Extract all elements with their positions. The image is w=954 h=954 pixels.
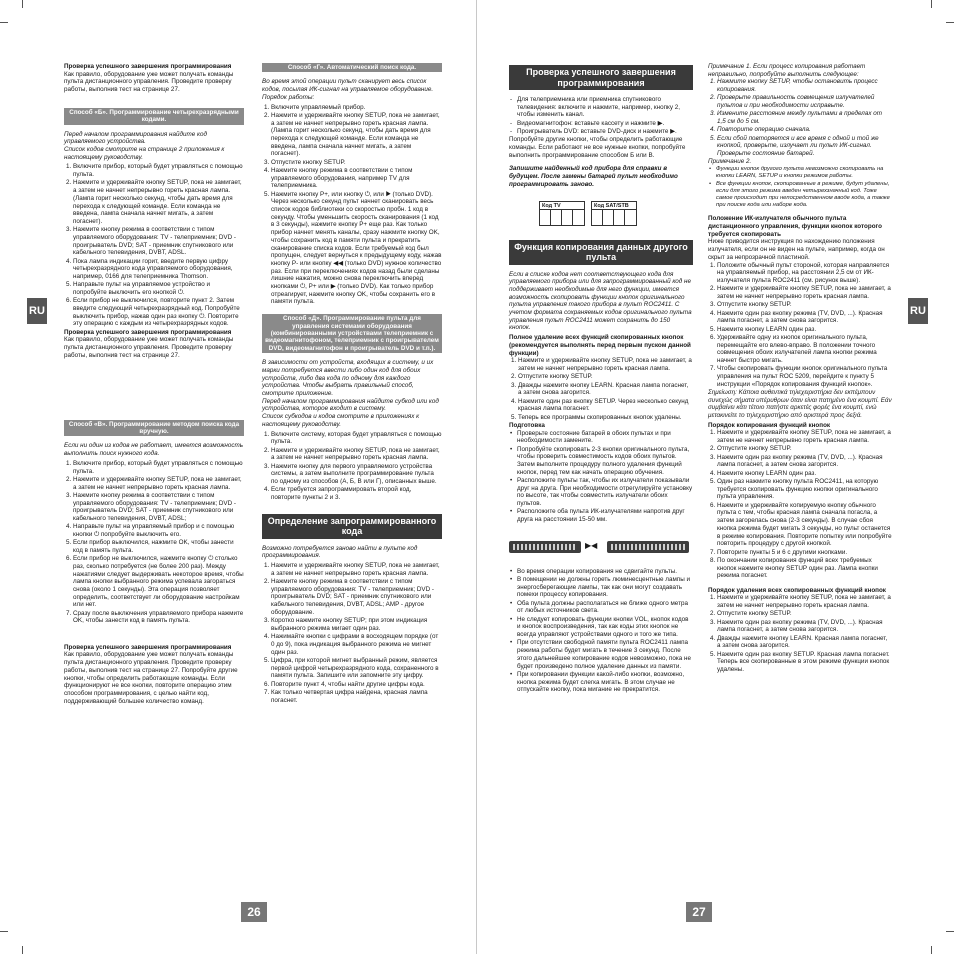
intro-method-g: Во время этой операции пульт сканирует весь список кодов, посылая ИК-сигнал на управляемое оборудование. Порядок работы: <box>262 78 434 101</box>
column-2 <box>262 63 442 705</box>
list-item: 3. Нажмите кнопку режима в соответствии с типом управляемого оборудования: TV - телеприемник; DVD - проигрыватель DVD; SAT - приемник спутникового или кабельного телевидения, DVBT, ADSL; <box>73 492 244 523</box>
list-item: 5. Нажмите один раз кнопку SETUP. Красная лампа погаснет. Теперь все скопированные в этом режиме функции кнопок удалены. <box>717 651 892 674</box>
list-item: 4. Нажмите кнопку режима в соответствии с типом управляемого оборудования, например TV для телеприемника. <box>271 167 442 190</box>
list-item: • В помещении не должны гореть люминесцентные лампы и энергосберегающие лампы, так как они могут создавать помехи процессу копирования. <box>517 576 693 599</box>
list-item: 4. Нажмите один раз кнопку SETUP. Через несколько секунд красная лампа погаснет. <box>518 398 693 413</box>
list-item: 5. Если прибор выключился, нажмите OK, чтобы занести код в память пульта. <box>73 539 244 554</box>
list-item: 1. Нажмите и удерживайте кнопку SETUP, пока не замигает, а затем не начнет непрерывно гореть красная лампа. <box>518 357 693 372</box>
list-item: 4. Направьте пульт на управляемый прибор и с помощью кнопки ⏻ попробуйте выключить его. <box>73 523 244 538</box>
language-tab-left: RU <box>27 298 47 324</box>
paragraph-emitter-position: Ниже приводится инструкция по нахождению положения излучателя, если он не виден на пульте, например, когда он скрыт за непрозрачной пластиной. <box>708 238 885 261</box>
list-item: • Расположите пульты так, чтобы их излучатели показывали друг на друга. При необходимости отрегулируйте установку по высоте, так чтобы совместить излучатели обоих пультов. <box>517 477 693 508</box>
list-item: 6. Если прибор не выключился, нажмите кнопку ⏻ столько раз, сколько потребуется (не более 200 раз). Между нажатиями следует выдерживать некоторое время, чтобы лампа кнопки выбранного режима успевала загораться снова (около 1 секунды). Эта операция позволяет определить, соответствует ли оборудование настройкам или нет. <box>73 555 244 609</box>
arrow-right-icon: ▶◀ <box>585 540 598 550</box>
center-fold-line <box>476 0 477 954</box>
list-item: 2. Отпустите кнопку SETUP. <box>717 445 892 453</box>
intro-method-d-2: Перед началом программирования найдите субкод или код устройства, которое входит в систему. <box>262 397 439 413</box>
section-bar-code-identification: Определение запрограммированного кода <box>262 514 442 539</box>
list-item: 2. Нажмите и удерживайте кнопку SETUP, пока не замигает, а затем не начнет непрерывно гореть красная лампа. <box>271 447 442 462</box>
list-item: 1. Нажмите и удерживайте кнопку SETUP, пока не замигает, а затем не начнет непрерывно гореть красная лампа. <box>271 562 442 577</box>
heading-check-2: Проверка успешного завершения программирования <box>64 328 232 336</box>
steps-method-v <box>64 460 244 625</box>
list-item: 3. Нажмите один раз кнопку режима (TV, DVD, ...). Красная лампа погаснет, а затем снова загорится. <box>717 454 892 469</box>
intro-method-b-2: Список кодов смотрите на странице 2 приложения к настоящему руководству. <box>64 146 225 161</box>
code-tv-label: Код TV <box>539 201 585 209</box>
paragraph-check-1: Как правило, оборудование уже может получать команды пульта дистанционного управления. Проведите проверку работы, выполнив тест на странице 27. <box>64 70 234 94</box>
list-verify <box>509 96 693 136</box>
list-item: 3. Коротко нажмите кнопку SETUP; при этом индикация выбранного режима мигает один раз. <box>271 617 442 632</box>
list-item: 2. Отпустите кнопку SETUP. <box>518 373 693 381</box>
list-item: • Расположите оба пульта ИК-излучателями напротив друг друга на расстоянии 15-50 мм. <box>517 508 693 523</box>
list-item: 6. Нажмите и удерживайте копируемую кнопку обычного пульта с тем, чтобы красная лампа сначала погасла, а затем загорелась снова (2-3 секунды). В случае сбоя кнопка режима будет мигать 3 секунды, но пульт останется в режиме копирования. Повторите попытку или попробуйте повторить процедуру с другой кнопкой. <box>717 502 892 548</box>
section-bar-method-v: Способ «В». Программирование методом поиска кода вручную. <box>64 420 244 437</box>
list-preparation <box>509 430 693 524</box>
list-item: 4. Дважды нажмите кнопку LEARN. Красная лампа погаснет, а затем снова загорится. <box>717 635 892 650</box>
list-item: 5. Если сбой повторяется и все время с одной и той же кнопкой, проверьте, излучает ли пульт ИК-сигнал. Проверьте состояние батарей. <box>717 135 892 158</box>
heading-emitter-position: Положение ИК-излучателя обычного пульта дистанционного управления, функции кнопок которого требуется скопировать <box>708 215 882 238</box>
list-item: 3. Отпустите кнопку SETUP. <box>717 301 892 309</box>
paragraph-check-3: Как правило, оборудование уже может получать команды пульта дистанционного управления. Проведите проверку работы, выполнив тест на странице 27. Попробуйте другие кнопки, чтобы определить работающие команды. Если функционируют не все кнопки, повторите операцию этим способом программирования, с целью найти код, поддерживающий большее количество команд. <box>64 651 238 705</box>
section-bar-method-d: Способ «Д». Программирование пульта для управления системами оборудования (комбинированными устройствами телеприемник с видеомагнитофоном, телеприемник с проигрывателем DVD, видеомагнитофон и проигрыватель DVD и т.п.). <box>262 314 442 353</box>
page-number-left: 26 <box>241 902 267 922</box>
intro-method-d-1: В зависимости от устройств, входящих в систему, и их марки потребуется ввести либо один код для обоих устройств, либо два кода по одному для каждого устройства. Чтобы выбрать правильный способ, смотрите приложение. <box>262 359 434 398</box>
note-record-code: Запишите найденный код прибора для справки в будущем. После замены батарей пульт необходимо программировать заново. <box>509 165 678 188</box>
list-copy-tips <box>509 568 693 694</box>
page-number-right: 27 <box>686 902 712 922</box>
note-1-title: Примечание 1. <box>708 63 752 70</box>
list-item: 2. Проверьте правильность совмещения излучателей пультов и при необходимости исправьте. <box>717 94 892 109</box>
heading-preparation: Подготовка <box>509 421 545 429</box>
greek-note: Σημείωση: Κάποια αυθεντικά τηλεχειριστήρια δεν εκπέμπουν συνεχώς σήματα υπέρυθρων όταν είναι πατημένο ένα κουμπί. Εάν συμβαίνει κάτι τέτοιο πατήστε αρκετές φορές ένα κουμπί, ενώ μετακινείτε το τηλεχειριστήριο από αριστερά προς δεξιά. <box>708 388 892 420</box>
list-item: 3. Нажмите кнопку режима в соответствии с типом управляемого оборудования: TV - телеприемник; DVD - проигрыватель DVD; SAT - приемник спутникового или кабельного телевидения, DVBT, ADSL. <box>73 226 244 257</box>
list-item: - Видеомагнитофон: вставьте кассету и нажмите ▶. <box>517 120 693 128</box>
crop-mark <box>946 931 954 932</box>
list-item: 6. Повторите пункт 4, чтобы найти другие цифры кода. <box>271 681 442 689</box>
list-item: • При копировании функции какой-либо кнопки, возможно, кнопка режима будет слегка мигать. В этом случае не отпускайте кнопку, пока мигание не прекратится. <box>517 671 693 694</box>
list-item: 5. Направьте пульт на управляемое устройство и попробуйте выключить его кнопкой ⏻. <box>73 281 244 296</box>
steps-method-d <box>262 431 442 502</box>
list-item: 5. Нажмите кнопку P+, или кнопку ⏻, или ▶ (только DVD). Через несколько секунд пульт начнет сканировать весь список кодов библиотеки со скоростью пробн. 1 код в секунду. Чтобы уменьшить скорость сканирования (1 код в 3 секунды), нажмите кнопку P+ еще раз. Как только прибор начнет менять каналы, сразу нажмите кнопку OK, чтобы сохранить код в памяти пульта и прекратить сканирование списка кодов. Если требуемый код был пропущен, следует вернуться к предыдущему коду, нажав кнопку P- или кнопку ◀◀ (только DVD) нужное количество раз. Если при переключениях кодов назад были сделаны лишние нажатия, можно снова переключить вперед кнопками ⏻, P+ или ▶ (только DVD). Как только прибор отреагирует, нажмите кнопку OK, чтобы сохранить его в памяти пульта. <box>271 191 442 307</box>
crop-mark <box>0 22 8 23</box>
list-item: 7. Как только четвертая цифра найдена, красная лампа погаснет. <box>271 689 442 704</box>
list-item: 6. Если прибор не выключился, повторите пункт 2. Затем введите следующий четырехразрядный код. Попробуйте выключить прибор, нажав один раз кнопку ⏻. Повторите эту операцию с каждым из четырехразрядных кодов. <box>73 297 244 328</box>
note-2-title: Примечание 2. <box>708 158 752 166</box>
note-1-text: Если процесс копирования работает неправильно, попробуйте выполнить следующее: <box>708 63 866 78</box>
section-bar-verify: Проверка успешного завершения программирования <box>509 65 693 90</box>
crop-mark <box>22 946 23 954</box>
list-item: 5. Цифра, при которой мигнет выбранный режим, является первой цифрой четырехразрядного кода, сохраненного в памяти пульта. Запишите или запомните эту цифру. <box>271 657 442 680</box>
list-item: • Не следует копировать функции кнопки VOL, кнопок кодов и кнопок воспроизведения, так как коды этих кнопок не всегда управляют устройствами одного и того же типа. <box>517 616 693 639</box>
list-item: 7. Чтобы скопировать функции кнопок оригинального пульта управления на пульт ROC 5209, перейдите к пункту 5 инструкции «Порядок копирования функций кнопок». <box>717 365 892 388</box>
list-item: 1. Включите систему, которая будет управляться с помощью пульта. <box>271 431 442 446</box>
list-item: 4. Нажимайте кнопки с цифрами в восходящем порядке (от 0 до 9), пока индикация выбранного режима не мигнет один раз. <box>271 633 442 656</box>
list-item: • Оба пульта должны располагаться не ближе одного метра от любых источников света. <box>517 600 693 615</box>
section-bar-copy-function: Функция копирования данных другого пульта <box>509 240 693 265</box>
steps-emitter-position <box>708 262 892 389</box>
list-item: 1. Нажмите и удерживайте кнопку SETUP, пока не замигает, а затем не начнет непрерывно гореть красная лампа. <box>717 594 892 609</box>
heading-delete-all: Полное удаление всех функций скопированных кнопок (рекомендуется выполнять перед первым пуском данной функции) <box>509 334 691 357</box>
code-record-boxes <box>539 201 693 226</box>
list-item: 4. Нажмите кнопку LEARN один раз. <box>717 470 892 478</box>
column-1 <box>64 63 244 707</box>
paragraph-check-2: Как правило, оборудование уже может получать команды пульта дистанционного управления. Проведите проверку работы, выполнив тест на странице 27. <box>64 336 234 359</box>
steps-copy-procedure <box>708 429 892 580</box>
list-item: 2. Нажмите и удерживайте кнопку SETUP, пока не замигает, а затем не начнет непрерывно гореть красная лампа. <box>717 285 892 300</box>
list-item: 7. Сразу после выключения управляемого прибора нажмите OK, чтобы занести код в память пульта. <box>73 610 244 625</box>
list-item: • Все функции кнопок, скопированные в режиме, будут удалены, если для этого режима введен четырехзначный код. Тоже самое происходит при непосредственном вводе кода, а также при поиске кода или наборе кода. <box>716 181 892 209</box>
code-sat-label: Код SAT/STB <box>591 201 637 209</box>
list-item: 5. Теперь все программы скопированных кнопок удалены. <box>518 414 693 422</box>
list-item: 4. Нажмите один раз кнопку режима (TV, DVD, ...). Красная лампа погаснет, а затем снова загорится. <box>717 310 892 325</box>
original-remote-icon <box>509 541 581 553</box>
list-item: 2. Нажмите и удерживайте кнопку SETUP, пока не замигает, а затем не начнет непрерывно гореть красная лампа. (Лампа горит несколько секунд, чтобы дать время для перехода к следующей команде. Если команда не введена, лампа сначала начнет мигать, а затем погаснет). <box>73 179 244 225</box>
heading-copy-procedure: Порядок копирования функций кнопок <box>708 421 831 429</box>
list-item: 6. Удерживайте одну из кнопок оригинального пульта, перемещайте его влево-вправо. В положении точного совмещения обоих излучателей лампа кнопки режима начнет быстро мигать. <box>717 334 892 365</box>
note-1-list <box>708 78 892 157</box>
steps-delete-procedure <box>708 594 892 673</box>
intro-code-identification: Возможно потребуется заново найти в пульте код программирования. <box>262 544 418 560</box>
steps-method-g <box>262 104 442 307</box>
list-item: 4. Если требуется запрограммировать второй код, повторите пункты 2 и 3. <box>271 486 442 501</box>
section-bar-method-g: Способ «Г». Автоматический поиск кода. <box>262 63 442 72</box>
steps-method-b <box>64 163 244 328</box>
remotes-illustration <box>509 534 693 560</box>
crop-mark <box>22 0 23 8</box>
list-item: 1. Включите прибор, который будет управляться с помощью пульта. <box>73 163 244 178</box>
list-item: 2. Нажмите кнопку режима в соответствии с типом управляемого оборудования: TV - телеприемник; DVD - проигрыватель DVD; SAT - приемник спутникового или кабельного телевидения, DVBT, ADSL; AMP - другое оборудование. <box>271 578 442 617</box>
list-item: 1. Нажмите кнопку SETUP, чтобы остановить процесс копирования. <box>717 78 892 93</box>
code-sat-box <box>591 201 637 226</box>
list-item: 2. Отпустите кнопку SETUP. <box>717 610 892 618</box>
intro-method-v: Если ни один из кодов не работает, имеется возможность выполнить поиск нужного кода. <box>64 442 244 458</box>
code-tv-box <box>539 201 585 226</box>
list-item: 1. Нажмите и удерживайте кнопку SETUP, пока не замигает, а затем не начнет непрерывно гореть красная лампа. <box>717 429 892 444</box>
list-item: 1. Положите обычный пульт стороной, которая направляется на управляемый прибор, на расстоянии 2,5 см от ИК-излучателя пульта ROC2411 (см. рисунок выше). <box>717 262 892 285</box>
heading-check-3: Проверка успешного завершения программирования <box>64 643 232 651</box>
column-4 <box>708 63 892 674</box>
heading-delete-procedure: Порядок удаления всех скопированных функций кнопок <box>708 586 886 594</box>
list-item: • Попробуйте скопировать 2-3 кнопки оригинального пульта, чтобы проверить совместимость кодов обоих пультов. Затем выполните процедуру полного удаления функций кнопок, перед тем как начать операцию обучения. <box>517 446 693 477</box>
column-3 <box>509 63 693 695</box>
list-item: - Проигрыватель DVD: вставьте DVD-диск и нажмите ▶. <box>517 128 693 136</box>
list-item: 2. Нажмите и удерживайте кнопку SETUP, пока не замигает, а затем не начнет непрерывно гореть красная лампа. (Лампа горит несколько секунд, чтобы дать время для перехода к следующей команде. Если команда не введена, лампа сначала начнет мигать, а затем погаснет). <box>271 112 442 158</box>
crop-mark <box>946 22 954 23</box>
list-item: 3. Нажмите один раз кнопку режима (TV, DVD, ...). Красная лампа погаснет, а затем снова загорится. <box>717 619 892 634</box>
intro-method-b-1: Перед началом программирования найдите код управляемого устройства. <box>64 130 207 146</box>
list-item: • Функции кнопок другого пульта невозможно скопировать на кнопки LEARN, SETUP и кнопки режимов работы. <box>716 166 892 180</box>
list-item: 3. Дважды нажмите кнопку LEARN. Красная лампа погаснет, а затем снова загорится. <box>518 382 693 397</box>
list-item: • Проверьте состояние батарей в обоих пультах и при необходимости замените. <box>517 430 693 445</box>
list-item: 8. По окончании копирования функций всех требуемых кнопок нажмите кнопку SETUP один раз. Лампа кнопки режима погаснет. <box>717 557 892 580</box>
steps-code-identification <box>262 562 442 704</box>
list-item: • При отсутствии свободной памяти пульта ROC2411 лампа режима работы будет мигать в течение 3 секунд. После этого дальнейшее копирование кодов невозможно, пока не будет произведено полное удаление данных из памяти. <box>517 639 693 670</box>
crop-mark <box>0 931 8 932</box>
roc-remote-icon <box>607 541 689 553</box>
list-item: • Во время операции копирования не сдвигайте пульты. <box>517 568 693 576</box>
intro-copy-function: Если в списке кодов нет соответствующего кода для управляемого прибора или для запрограммированный код не поддерживает необходимые для него функции, имеется возможность скопировать функции кнопок оригинального пульта управления такого прибора в пульт ROC2411. С учетом формата сохраняемых кодов оригинального пульта управления пульт ROC2411 может сохранить до 150 кнопок. <box>509 270 692 332</box>
list-item: 4. Пока лампа индикации горит, введите первую цифру четырехразрядного кода управляемого оборудования, например, 0166 для телеприемника Thomson. <box>73 258 244 281</box>
list-item: 2. Нажмите и удерживайте кнопку SETUP, пока не замигает, а затем не начнет непрерывно гореть красная лампа. <box>73 476 244 491</box>
list-item: 4. Повторите операцию сначала. <box>717 126 892 134</box>
crop-mark <box>931 946 932 954</box>
paragraph-verify: Попробуйте другие кнопки, чтобы определить работающие команды. Если работают не все нужные кнопки, попробуйте выполнить программирование способом Б или В. <box>509 136 686 159</box>
list-item: 1. Включите прибор, который будет управляться с помощью пульта. <box>73 460 244 475</box>
list-item: 3. Измените расстояние между пультами в пределах от 1,5 см до 5 см. <box>717 110 892 125</box>
note-2-list <box>708 166 892 209</box>
list-item: 5. Один раз нажмите кнопку пульта ROC2411, на которую требуется скопировать функцию кнопки оригинального пульта управления. <box>717 478 892 501</box>
list-item: 1. Включите управляемый прибор. <box>271 104 442 112</box>
list-item: - Для телеприемника или приемника спутникового телевидения: включите и нажмите, например, кнопку 2, чтобы изменить канал. <box>517 96 693 119</box>
list-item: 3. Нажмите кнопку для первого управляемого устройства системы, а затем выполните программирование пульта по одному из способов (А, Б, В или Г), описанных выше. <box>271 463 442 486</box>
crop-mark <box>931 0 932 8</box>
note-1 <box>708 63 892 78</box>
list-item: 5. Нажмите кнопку LEARN один раз. <box>717 326 892 334</box>
section-bar-method-b: Способ «Б». Программирование четырехразрядными кодами. <box>64 108 244 125</box>
steps-delete-all <box>509 357 693 421</box>
list-item: 3. Отпустите кнопку SETUP. <box>271 159 442 167</box>
list-item: 7. Повторите пункты 5 и 6 с другими кнопками. <box>717 549 892 557</box>
language-tab-right: RU <box>908 298 928 324</box>
heading-check-1: Проверка успешного завершения программирования <box>64 63 232 70</box>
intro-method-d-3: Список субкодов и кодов смотрите в приложениях к настоящему руководству. <box>262 413 420 428</box>
